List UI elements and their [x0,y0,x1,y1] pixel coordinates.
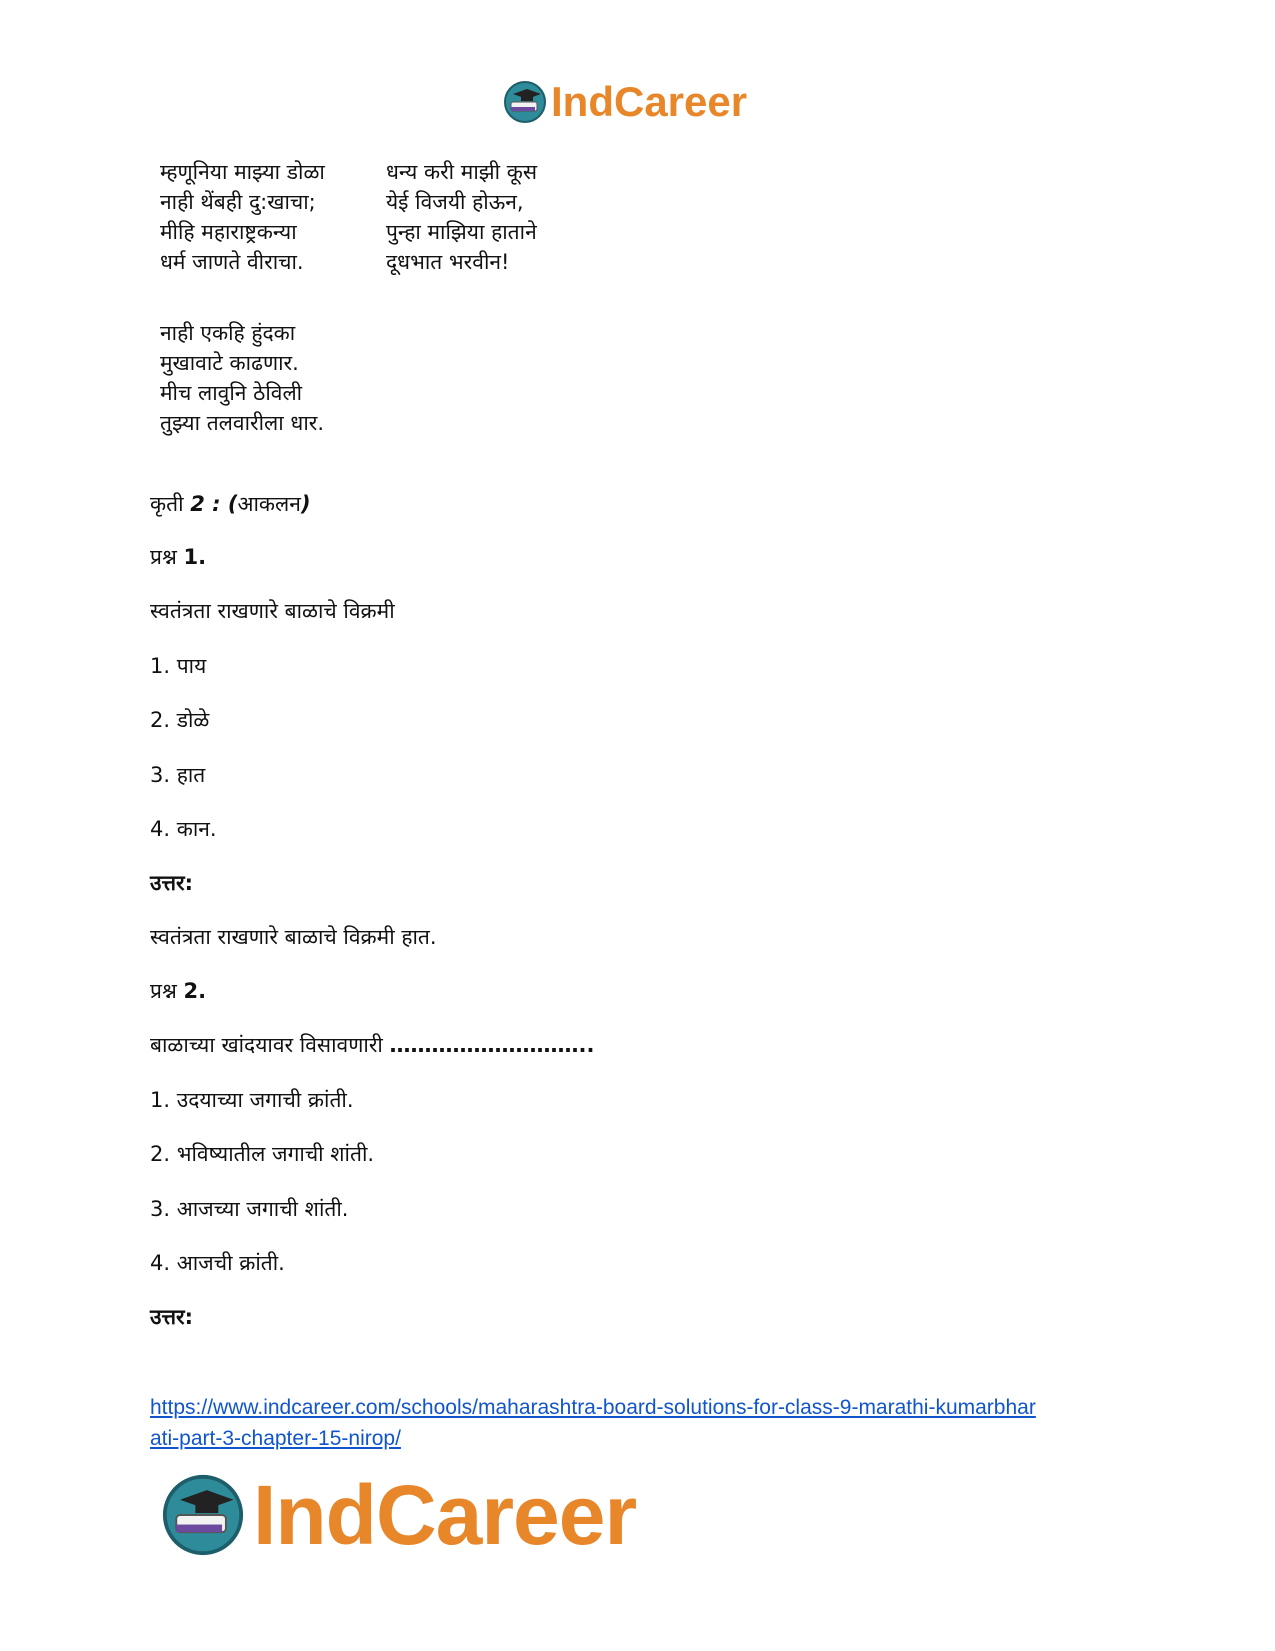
option-item: 2. भविष्यातील जगाची शांती. [150,1142,375,1166]
question-1-label: प्रश्न 1. [150,545,207,569]
poem-line: तुझ्या तलवारीला धार. [160,411,325,435]
poem-line: मुखावाटे काढणार. [160,351,299,375]
poem-line: पुन्हा माझिया हाताने [386,220,537,244]
question-2-text: बाळाच्या खांदयावर विसावणारी ……………………….. [150,1033,595,1057]
source-link[interactable] [150,1392,1036,1454]
answer-text: स्वतंत्रता राखणारे बाळाचे विक्रमी हात. [150,925,437,949]
option-item: 2. डोळे [150,708,210,732]
poem-line: दूधभात भरवीन! [386,250,510,274]
graduation-book-icon [503,80,547,124]
poem-line: मीच लावुनि ठेविली [160,381,303,405]
poem-line: येई विजयी होऊन, [386,190,524,214]
link-line[interactable]: ati-part-3-chapter-15-nirop/ [150,1427,401,1450]
option-item: 3. आजच्या जगाची शांती. [150,1197,349,1221]
poem-stanza-2 [386,157,537,277]
poem-line: नाही थेंबही दु:खाचा; [160,190,316,214]
section-heading: कृती 2 : (आकलन) [150,492,311,516]
poem-stanza-1 [160,157,325,277]
poem-line: मीहि महाराष्ट्रकन्या [160,220,297,244]
option-item: 4. आजची क्रांती. [150,1251,285,1275]
poem-line: म्हणूनिया माझ्या डोळा [160,160,325,184]
answer-label: उत्तर: [150,871,194,895]
poem-stanza-3 [160,318,324,438]
option-item: 3. हात [150,763,206,787]
option-item: 1. पाय [150,654,207,678]
poem-line: धर्म जाणते वीराचा. [160,250,304,274]
option-item: 1. उदयाच्या जगाची क्रांती. [150,1088,354,1112]
logo-wordmark: IndCareer [253,1468,637,1562]
logo-wordmark: IndCareer [551,78,748,125]
answer-label: उत्तर: [150,1305,194,1329]
link-line[interactable]: https://www.indcareer.com/schools/maharashtra-board-solutions-for-class-9-marathi-kumarbhar [150,1396,1036,1419]
indcareer-logo-header [503,78,747,126]
indcareer-logo-footer [161,1470,636,1560]
question-2-label: प्रश्न 2. [150,979,207,1003]
option-item: 4. कान. [150,817,217,841]
graduation-book-icon [161,1473,245,1557]
question-1-text: स्वतंत्रता राखणारे बाळाचे विक्रमी [150,599,395,623]
poem-line: धन्य करी माझी कूस [386,160,538,184]
poem-line: नाही एकहि हुंदका [160,321,296,345]
